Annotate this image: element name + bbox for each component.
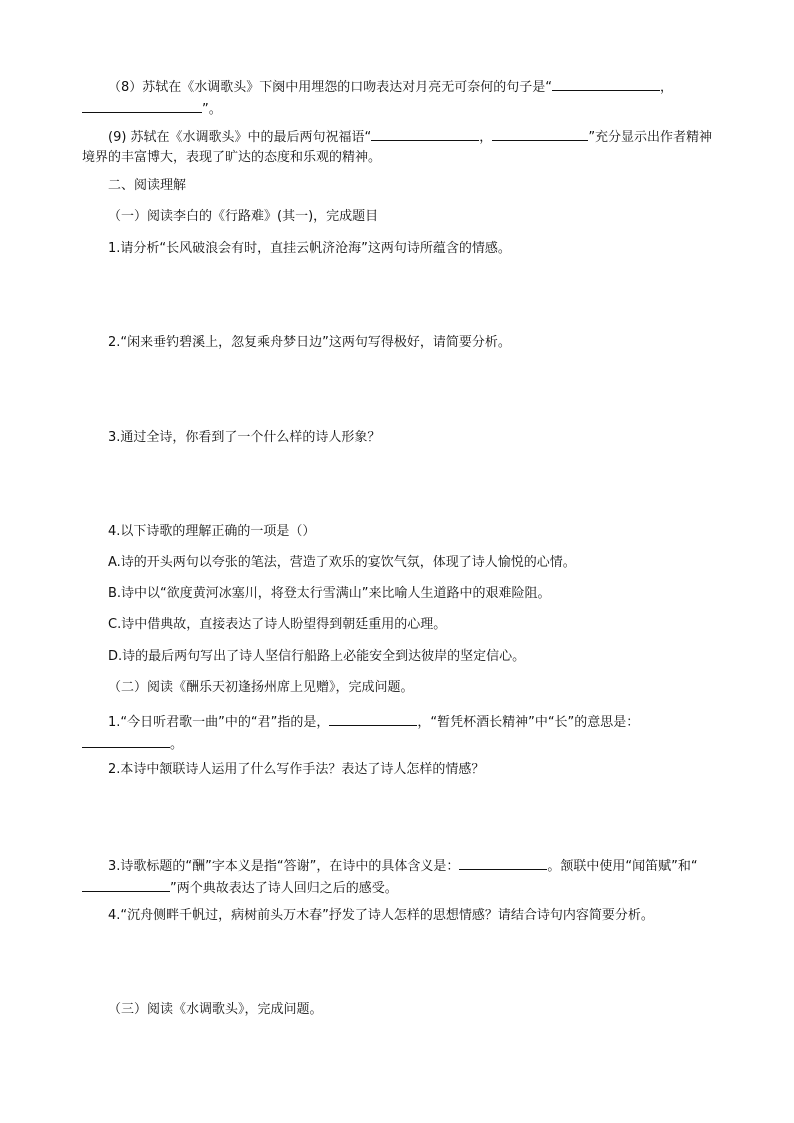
answer-blank[interactable] xyxy=(459,855,547,870)
answer-blank[interactable] xyxy=(371,126,479,141)
option-b: B.诗中以“欲度黄河冰塞川，将登太行雪满山”来比喻人生道路中的艰难险阻。 xyxy=(108,586,551,601)
part2-q3-text: 3.诗歌标题的“酬”字本义是指“答谢”，在诗中的具体含义是： xyxy=(108,859,460,874)
part2-q3-text-c: ”两个典故表达了诗人回归之后的感受。 xyxy=(170,881,398,896)
question-8 xyxy=(82,76,722,120)
part1-question-2: 2.“闲来垂钓碧溪上，忽复乘舟梦日边”这两句写得极好，请简要分析。 xyxy=(108,335,511,350)
question-9-suffix: ”充分显示出作者精神境界的丰富博大，表现了旷达的态度和乐观的精神。 xyxy=(82,130,713,165)
period: 。 xyxy=(170,737,184,752)
part2-question-1 xyxy=(82,711,722,755)
question-9-text: (9) 苏轼在《水调歌头》中的最后两句祝福语“ xyxy=(108,130,372,145)
part3-heading: （三）阅读《水调歌头》，完成问题。 xyxy=(108,1002,323,1017)
quote-mark: “ xyxy=(545,80,553,95)
part1-question-1: 1.请分析“长风破浪会有时，直挂云帆济沧海”这两句诗所蕴含的情感。 xyxy=(108,241,511,256)
comma: ， xyxy=(660,80,674,95)
part1-question-3: 3.通过全诗，你看到了一个什么样的诗人形象？ xyxy=(108,430,381,445)
close-quote: ”。 xyxy=(202,102,222,117)
answer-blank[interactable] xyxy=(82,98,202,113)
part2-q1-text: 1.“今日听君歌一曲”中的“君”指的是， xyxy=(108,715,330,730)
part1-question-4: 4.以下诗歌的理解正确的一项是（） xyxy=(108,524,316,539)
part2-question-4: 4.“沉舟侧畔千帆过，病树前头万木春”抒发了诗人怎样的思想情感？请结合诗句内容简要分析。 xyxy=(108,908,654,923)
part2-heading: （二）阅读《酬乐天初逢扬州席上见赠》，完成问题。 xyxy=(108,680,414,695)
part2-question-2: 2.本诗中颔联诗人运用了什么写作手法？表达了诗人怎样的情感？ xyxy=(108,762,485,777)
answer-blank[interactable] xyxy=(82,733,170,748)
answer-blank[interactable] xyxy=(82,877,170,892)
answer-blank[interactable] xyxy=(329,711,417,726)
option-a: A.诗的开头两句以夸张的笔法，营造了欢乐的宴饮气氛，体现了诗人愉悦的心情。 xyxy=(108,555,576,570)
comma: ， xyxy=(479,130,493,145)
option-d: D.诗的最后两句写出了诗人坚信行船路上必能安全到达彼岸的坚定信心。 xyxy=(108,649,526,664)
part2-q1-text-b: ，“暂凭杯酒长精神”中“长”的意思是： xyxy=(417,715,640,730)
question-8-text: （8）苏轼在《水调歌头》下阕中用埋怨的口吻表达对月亮无可奈何的句子是 xyxy=(108,80,546,95)
part2-question-3 xyxy=(82,855,722,899)
answer-blank[interactable] xyxy=(492,126,588,141)
option-c: C.诗中借典故，直接表达了诗人盼望得到朝廷重用的心理。 xyxy=(108,617,447,632)
part1-heading: （一）阅读李白的《行路难》(其一)，完成题目 xyxy=(108,209,379,224)
section-heading: 二、阅读理解 xyxy=(108,178,187,193)
part2-q3-text-b: 。颔联中使用“闻笛赋”和“ xyxy=(547,859,698,874)
question-9 xyxy=(82,126,722,168)
answer-blank[interactable] xyxy=(552,76,660,91)
